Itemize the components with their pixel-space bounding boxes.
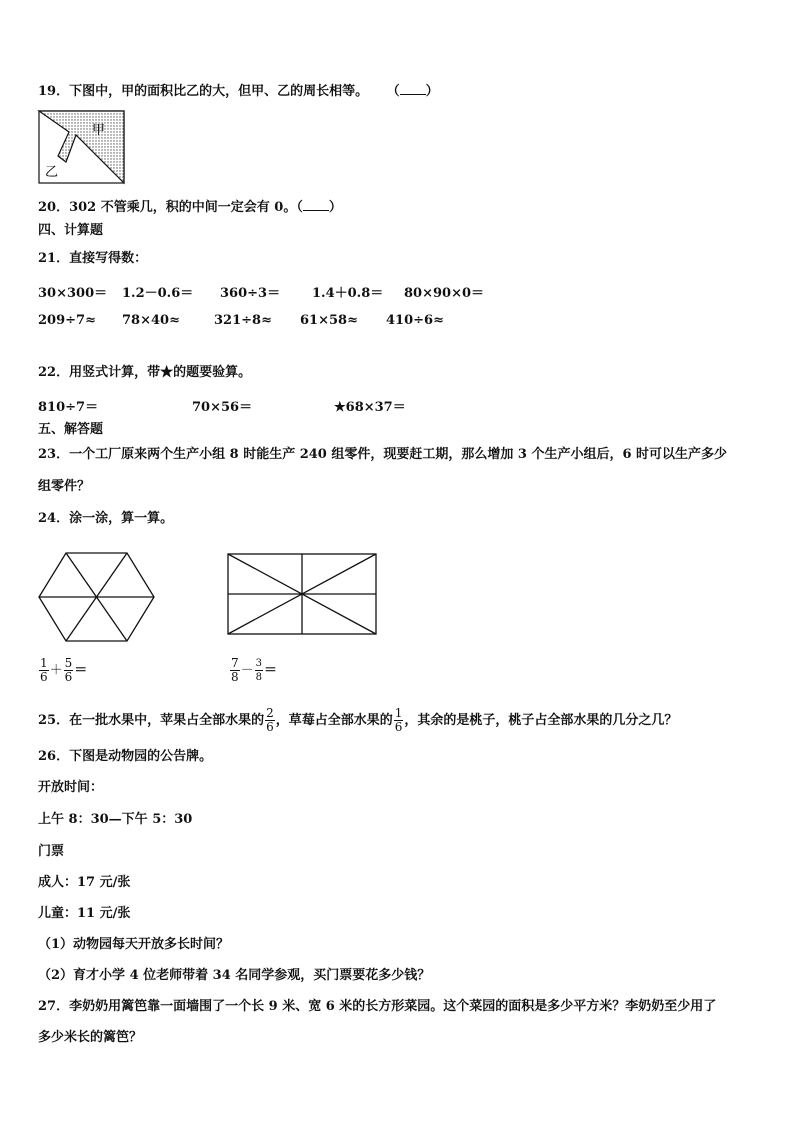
q21-item: 61×58≈ <box>300 313 358 328</box>
q20-answer-blank[interactable] <box>303 198 329 211</box>
section-4-heading: 四、计算题 <box>38 223 104 238</box>
label-yi: 乙 <box>45 165 59 180</box>
q24-expr2: $\frac{7}{8}$ － $\frac{3}{8}$ ＝ <box>231 656 278 684</box>
q22-item: 810÷7＝ <box>38 400 99 415</box>
q27-line2: 多少米长的篱笆？ <box>38 1030 143 1045</box>
q26-child-price: 儿童：11 元/张 <box>38 906 131 921</box>
fraction: $\frac{1}{6}$ <box>40 656 48 684</box>
rectangle-figure <box>227 553 379 637</box>
fraction: $\frac{3}{8}$ <box>255 658 263 683</box>
q21-item: 410÷6≈ <box>386 313 444 328</box>
fraction: $\frac{1}{6}$ <box>394 706 403 734</box>
q19-paren-right: ） <box>425 84 439 99</box>
q26-adult-price: 成人：17 元/张 <box>38 875 131 890</box>
q19-figure <box>38 110 126 186</box>
q22-item: ★68×37＝ <box>334 400 406 415</box>
q21-title: 21．直接写得数： <box>38 251 148 266</box>
q20-paren-left: （ <box>296 200 303 215</box>
q21-item: 78×40≈ <box>122 313 180 328</box>
q21-item: 1.4＋0.8＝ <box>312 286 384 301</box>
q26-open-label: 开放时间： <box>38 780 104 795</box>
label-jia: 甲 <box>92 123 106 138</box>
q19-text <box>38 82 439 101</box>
fraction: $\frac{5}{6}$ <box>64 656 73 684</box>
q19-answer-blank[interactable] <box>400 82 426 95</box>
q19-question: 19．下图中，甲的面积比乙的大，但甲、乙的周长相等。 <box>38 84 369 99</box>
q26-title: 26．下图是动物园的公告牌。 <box>38 749 213 764</box>
q26-ticket-label: 门票 <box>38 844 65 859</box>
section-5-heading: 五、解答题 <box>38 422 104 437</box>
q19-paren-left: （ <box>386 84 400 99</box>
q24-expr1: $\frac{1}{6}$ ＋ $\frac{5}{6}$ ＝ <box>40 656 88 684</box>
q22-item: 70×56＝ <box>192 400 253 415</box>
q21-item: 360÷3＝ <box>220 286 281 301</box>
q25-text: 25．在一批水果中，苹果占全部水果的 $\frac{2}{6}$ ，草莓占全部水果的 $\frac{1}{6}$ ，其余的是桃子，桃子占全部水果的几分之几？ <box>38 706 678 734</box>
q20-text <box>38 198 342 217</box>
q21-item: 1.2－0.6＝ <box>122 286 194 301</box>
q23-line1: 23．一个工厂原来两个生产小组 8 时能生产 240 组零件，现要赶工期，那么增加 3 个生产小组后，6 时可以生产多少 <box>38 447 728 462</box>
fraction: $\frac{2}{6}$ <box>266 706 274 734</box>
q26-sub1: （1）动物园每天开放多长时间？ <box>38 937 230 952</box>
q21-item: 80×90×0＝ <box>404 286 485 301</box>
q21-item: 321÷8≈ <box>214 313 272 328</box>
q24-title: 24．涂一涂，算一算。 <box>38 511 174 526</box>
q26-sub2: （2）育才小学 4 位老师带着 34 名同学参观，买门票要花多少钱？ <box>38 968 431 983</box>
q23-line2: 组零件？ <box>38 479 91 494</box>
q20-paren-right: ） <box>328 200 342 215</box>
q21-item: 209÷7≈ <box>38 313 96 328</box>
q26-open-time: 上午 8：30—下午 5：30 <box>38 812 193 827</box>
hexagon-figure <box>38 552 156 642</box>
q20-question: 20．302 不管乘几，积的中间一定会有 0。 <box>38 200 297 215</box>
q21-item: 30×300＝ <box>38 286 108 301</box>
q27-line1: 27．李奶奶用篱笆靠一面墙围了一个长 9 米、宽 6 米的长方形菜园。这个菜园的面积是多少平方米？李奶奶至少用了 <box>38 999 717 1014</box>
fraction: $\frac{7}{8}$ <box>231 656 239 684</box>
q22-title: 22．用竖式计算，带★的题要验算。 <box>38 365 252 380</box>
